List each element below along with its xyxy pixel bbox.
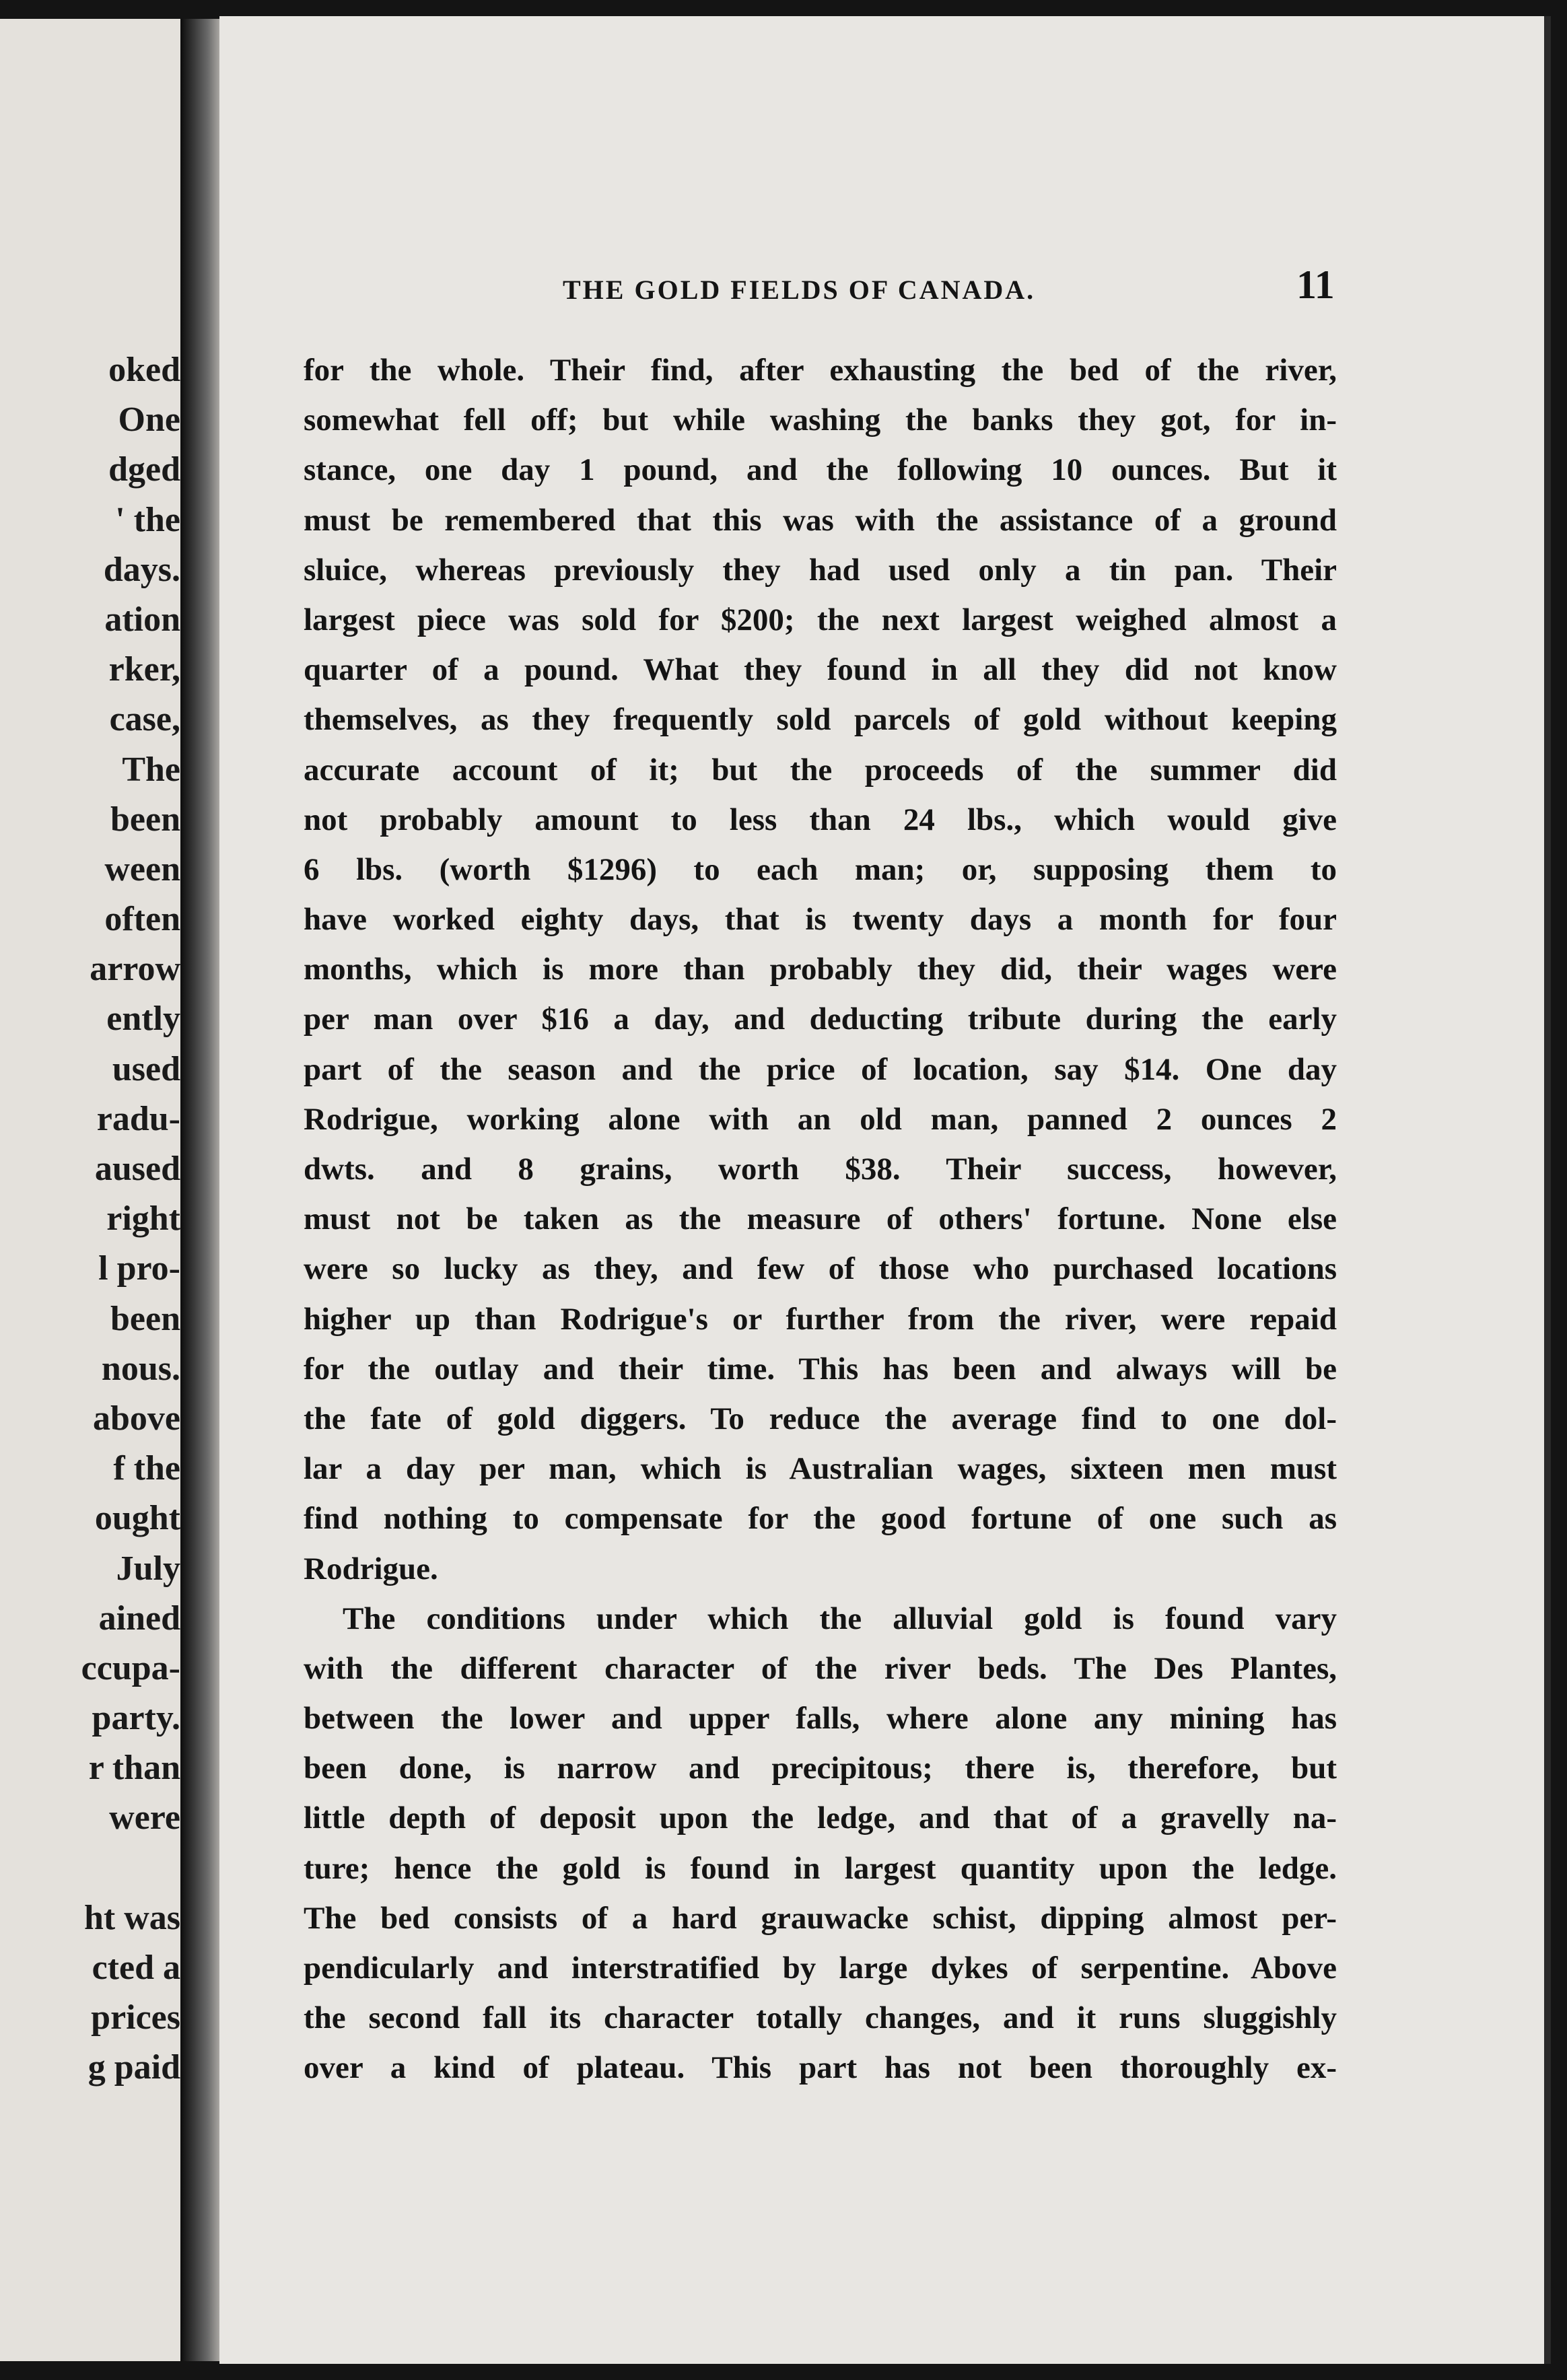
text-line: must be remembered that this was with the assistance of a ground: [304, 502, 1337, 538]
text-line: accurate account of it; but the proceeds of the summer did: [304, 752, 1337, 788]
previous-page-line: right: [106, 1199, 180, 1238]
previous-page-line: been: [110, 800, 180, 839]
previous-page-line: dged: [108, 450, 180, 489]
text-line: were so lucky as they, and few of those who purchased locations: [304, 1251, 1337, 1287]
previous-page-line: party.: [92, 1699, 180, 1738]
text-line: The conditions under which the alluvial gold is found vary: [343, 1601, 1337, 1636]
page-edge-shadow: [1544, 16, 1551, 2364]
text-line: higher up than Rodrigue's or further from the river, were repaid: [304, 1301, 1337, 1337]
text-line: quarter of a pound. What they found in all they did not know: [304, 652, 1337, 688]
book-page: [219, 16, 1551, 2364]
text-line: for the outlay and their time. This has been and always will be: [304, 1351, 1337, 1387]
previous-page-line: often: [104, 900, 180, 939]
previous-page-line: radu-: [96, 1099, 180, 1138]
previous-page-line: cted a: [92, 1949, 180, 1987]
text-line: ture; hence the gold is found in largest quantity upon the ledge.: [304, 1850, 1337, 1886]
previous-page-line: above: [93, 1399, 180, 1438]
previous-page-line: ht was: [83, 1898, 180, 1937]
text-line: the fate of gold diggers. To reduce the average find to one dol-: [304, 1401, 1337, 1436]
previous-page-line: ccupa-: [81, 1648, 180, 1687]
text-line: sluice, whereas previously they had used only a tin pan. Their: [304, 552, 1337, 588]
page-number: 11: [1296, 262, 1335, 307]
text-line: find nothing to compensate for the good fortune of one such as: [304, 1501, 1337, 1537]
previous-page-line: aused: [94, 1150, 180, 1188]
text-line: largest piece was sold for $200; the next largest weighed almost a: [304, 602, 1337, 637]
text-line: must not be taken as the measure of others' fortune. None else: [304, 1201, 1337, 1237]
text-line: lar a day per man, which is Australian wages, sixteen men must: [304, 1451, 1337, 1487]
previous-page-line: [73, 1844, 180, 1893]
previous-page-line: ' the: [115, 500, 180, 539]
previous-page-line: used: [112, 1049, 180, 1088]
text-line: The bed consists of a hard grauwacke schist, dipping almost per-: [304, 1900, 1337, 1936]
previous-page-line: July: [116, 1549, 180, 1588]
text-line: themselves, as they frequently sold parcels of gold without keeping: [304, 702, 1337, 738]
previous-page-line: nous.: [101, 1349, 180, 1388]
text-line: for the whole. Their find, after exhausting the bed of the river,: [304, 353, 1337, 388]
previous-page-line: ought: [94, 1499, 180, 1538]
book-spine-shadow: [180, 19, 219, 2361]
previous-page-line: ained: [98, 1599, 180, 1638]
previous-page-line: were: [109, 1798, 180, 1838]
previous-page-line: ation: [104, 600, 180, 639]
text-line: the second fall its character totally changes, and it runs sluggishly: [304, 2000, 1337, 2036]
previous-page-line: ween: [104, 849, 180, 888]
page-body-text: [304, 345, 1337, 2093]
text-line: Rodrigue, working alone with an old man, panned 2 ounces 2: [304, 1101, 1337, 1137]
previous-page-line: arrow: [90, 950, 180, 989]
previous-page-line: rker,: [108, 650, 180, 689]
text-line: little depth of deposit upon the ledge, and that of a gravelly na-: [304, 1800, 1337, 1836]
text-line: between the lower and upper falls, where alone any mining has: [304, 1701, 1337, 1737]
text-line: over a kind of plateau. This part has not been thoroughly ex-: [304, 2050, 1337, 2086]
text-line: been done, is narrow and precipitous; there is, therefore, but: [304, 1751, 1337, 1786]
previous-page-fragment: [0, 19, 180, 2361]
text-line: somewhat fell off; but while washing the banks they got, for in-: [304, 403, 1337, 438]
previous-page-line: f the: [113, 1449, 180, 1488]
text-line: with the different character of the river beds. The Des Plantes,: [304, 1650, 1337, 1686]
text-line: 6 lbs. (worth $1296) to each man; or, supposing them to: [304, 851, 1337, 887]
text-line: have worked eighty days, that is twenty days a month for four: [304, 902, 1337, 938]
previous-page-line: prices: [91, 1998, 180, 2037]
text-line: dwts. and 8 grains, worth $38. Their success, however,: [304, 1152, 1337, 1187]
text-line: stance, one day 1 pound, and the following 10 ounces. But it: [304, 452, 1337, 488]
running-head: [219, 255, 1551, 322]
text-line: part of the season and the price of location, say $14. One day: [304, 1051, 1337, 1087]
previous-page-line: The: [122, 750, 180, 789]
previous-page-line: l pro-: [98, 1249, 180, 1288]
previous-page-line: ently: [106, 1000, 180, 1039]
text-line: Rodrigue.: [304, 1551, 438, 1586]
previous-page-line: oked: [108, 351, 180, 389]
previous-page-line: days.: [103, 550, 180, 589]
previous-page-line: One: [118, 400, 180, 440]
text-line: per man over $16 a day, and deducting tribute during the early: [304, 1002, 1337, 1037]
previous-page-line: r than: [88, 1749, 180, 1788]
paragraph: [304, 345, 1337, 1594]
previous-page-line: been: [110, 1299, 180, 1338]
previous-page-line: case,: [109, 700, 180, 739]
text-line: not probably amount to less than 24 lbs., which would give: [304, 802, 1337, 837]
running-head-title: THE GOLD FIELDS OF CANADA.: [563, 275, 1036, 305]
text-line: pendicularly and interstratified by large dykes of serpentine. Above: [304, 1951, 1337, 1986]
previous-page-line: g paid: [88, 2048, 180, 2087]
paragraph: [304, 1594, 1337, 2093]
previous-page-text-edge: [73, 345, 180, 2093]
text-line: months, which is more than probably they did, their wages were: [304, 952, 1337, 987]
